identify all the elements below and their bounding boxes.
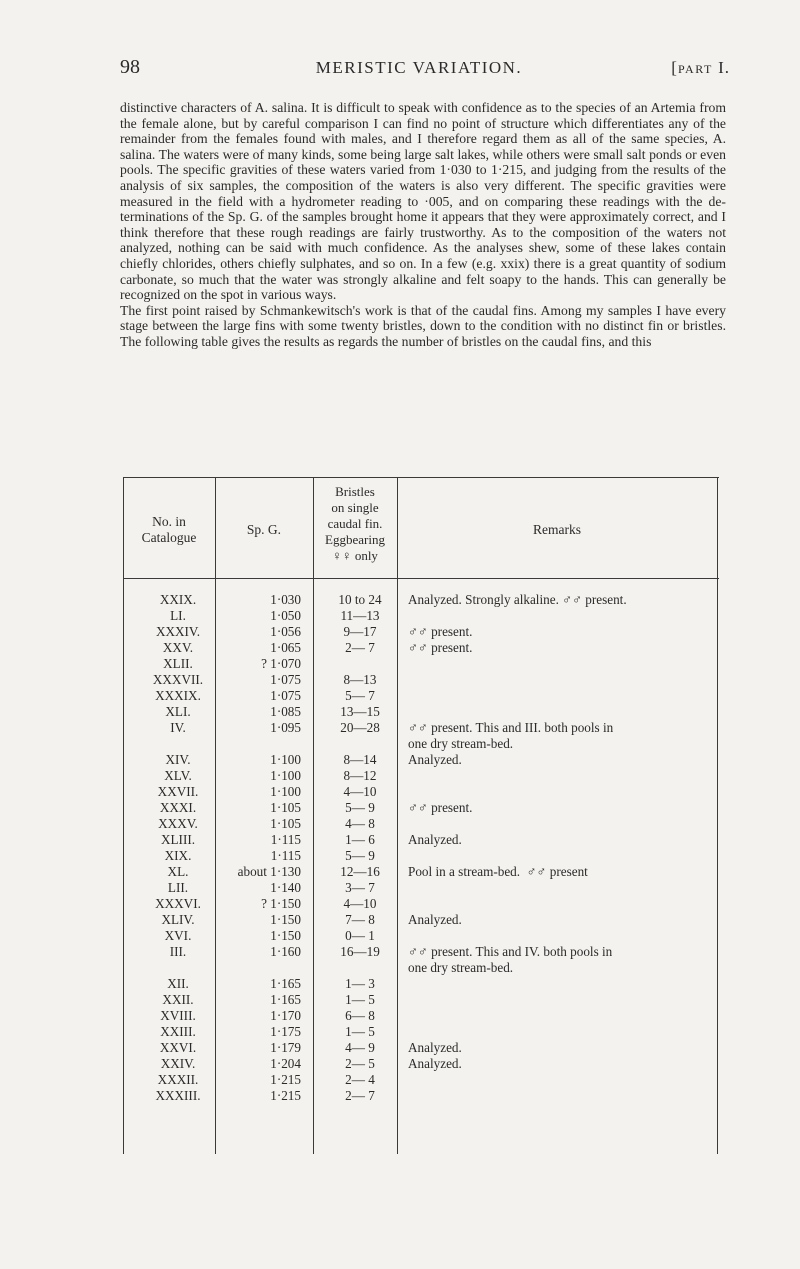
sg-cell: 1·175 — [270, 1024, 301, 1039]
table-row — [123, 928, 719, 944]
catalogue-cell: XXIV. — [160, 1056, 196, 1071]
bristles-cell: 4— 9 — [345, 1040, 375, 1055]
sg-cell: 1·165 — [270, 992, 301, 1007]
bristles-cell: 13—15 — [340, 704, 380, 719]
bristles-cell: 5— 9 — [345, 800, 375, 815]
sg-cell: 1·075 — [270, 672, 301, 687]
remarks-cell: Analyzed. — [408, 832, 462, 847]
bristles-cell: 4— 8 — [345, 816, 375, 831]
bristles-cell: 4—10 — [343, 784, 377, 799]
sg-cell: 1·150 — [270, 912, 301, 927]
table-row — [123, 1072, 719, 1088]
catalogue-cell: XLII. — [163, 656, 193, 671]
remarks-cell: ♂♂ present. This and IV. both pools in one dry stream-bed. — [408, 944, 613, 975]
header-catalogue: No. in Catalogue — [141, 514, 197, 545]
table-row — [123, 832, 719, 848]
catalogue-cell: XXXV. — [158, 816, 198, 831]
table-row — [123, 944, 719, 976]
bristles-cell: 5— 7 — [345, 688, 375, 703]
table-row — [123, 848, 719, 864]
catalogue-cell: XXVII. — [157, 784, 199, 799]
remarks-cell: Analyzed. Strongly alkaline. ♂♂ present. — [408, 592, 627, 607]
page-number: 98 — [120, 56, 140, 78]
table-row — [123, 656, 719, 672]
catalogue-cell: XLIII. — [160, 832, 196, 847]
sg-cell: 1·030 — [270, 592, 301, 607]
table-row — [123, 976, 719, 992]
section-word: PART — [677, 62, 713, 76]
catalogue-cell: XVI. — [164, 928, 192, 943]
catalogue-cell: XVIII. — [160, 1008, 196, 1023]
sg-cell: 1·100 — [270, 768, 301, 783]
bristles-cell: 9—17 — [343, 624, 377, 639]
catalogue-cell: XXII. — [162, 992, 194, 1007]
catalogue-cell: XXXI. — [159, 800, 197, 815]
remarks-cell: Analyzed. — [408, 752, 462, 767]
catalogue-cell: XXXIII. — [155, 1088, 201, 1103]
bristles-cell: 2— 4 — [345, 1072, 375, 1087]
bristles-cell: 7— 8 — [345, 912, 375, 927]
sg-cell: 1·165 — [270, 976, 301, 991]
sg-cell: 1·095 — [270, 720, 301, 735]
bristles-cell: 10 to 24 — [338, 592, 382, 607]
catalogue-cell: XL. — [167, 864, 189, 879]
bristles-cell: 12—16 — [340, 864, 380, 879]
table-row — [123, 752, 719, 768]
table-row — [123, 720, 719, 752]
sg-cell: 1·115 — [270, 848, 301, 863]
paragraph-2: The first point raised by Schmankewitsch's work is that of the caudal fins. Among my samples I have every stage between the large fins with some twenty bristles, down to the condition with no distinct fin or bristles. The following table gives the results as regards the number of bristles on the caudal fins, and this — [120, 302, 726, 349]
header-remarks: Remarks — [533, 522, 581, 537]
catalogue-cell: XII. — [167, 976, 189, 991]
paragraph-1: distinctive characters of A. salina. It is difficult to speak with confidence as to the species of an Artemia from the female alone, but by careful comparison I can find no point of structure which differentiates any of the remainder from the females found with males, and I therefore regard them as all of the same species, A. salina. The waters were of many kinds, some being large salt lakes, while others were small salt ponds or even pools. The specific gravities of these waters varied from 1·030 to 1·215, and judging from the results of the analysis of six samples, the composition of the waters is also very different. The specific gravities were measured in the field with a hydrometer reading to ·005, and on comparing these readings with the de-terminations of the Sp. G. of the samples brought home it appears that they were approximately correct, and I think therefore that these rough readings are fairly trustworthy. As to the composition of the waters not analyzed, nothing can be said with much confidence. As the analyses shew, some of these lakes contain chiefly chlorides, others chiefly sulphates, and so on. In a few (e.g. xxix) there is a great quantity of sodium carbonate, so much that the water was strongly alkaline and felt soapy to the hands. This can generally be recognized on the spot in various ways. — [120, 100, 726, 303]
catalogue-cell: XXIX. — [159, 592, 197, 607]
section-open-bracket: [ — [671, 58, 678, 77]
catalogue-cell: XXXIV. — [155, 624, 201, 639]
bristles-cell: 20—28 — [340, 720, 380, 735]
bristles-cell: 8—12 — [343, 768, 377, 783]
remarks-cell: ♂♂ present. — [408, 640, 473, 655]
remarks-cell: Analyzed. — [408, 1056, 462, 1071]
sg-cell: 1·056 — [270, 624, 301, 639]
bristles-cell: 1— 5 — [345, 992, 375, 1007]
header-bristles: Bristles on single caudal fin. Eggbearing ♀♀ only — [325, 484, 385, 563]
bristles-cell: 1— 3 — [345, 976, 375, 991]
bristles-cell: 2— 7 — [345, 1088, 375, 1103]
table-row — [123, 800, 719, 816]
bristles-cell: 8—13 — [343, 672, 377, 687]
table-row — [123, 880, 719, 896]
sg-cell: 1·215 — [270, 1088, 301, 1103]
table-row — [123, 1008, 719, 1024]
catalogue-cell: XIX. — [164, 848, 192, 863]
remarks-cell: Analyzed. — [408, 1040, 462, 1055]
table-row — [123, 1040, 719, 1056]
table-row — [123, 624, 719, 640]
sg-cell: ? 1·070 — [261, 656, 301, 671]
bristles-cell: 16—19 — [340, 944, 380, 959]
header-sg: Sp. G. — [246, 522, 282, 537]
bristles-cell: 6— 8 — [345, 1008, 375, 1023]
sg-cell: 1·150 — [270, 928, 301, 943]
table-row — [123, 640, 719, 656]
bristles-cell: 1— 5 — [345, 1024, 375, 1039]
table-row — [123, 608, 719, 624]
table-row — [123, 688, 719, 704]
sg-cell: 1·105 — [270, 800, 301, 815]
bristles-cell: 1— 6 — [345, 832, 375, 847]
page-header — [108, 56, 730, 82]
table-row — [123, 992, 719, 1008]
sg-cell: 1·085 — [270, 704, 301, 719]
table-row — [123, 592, 719, 608]
bristles-table — [123, 477, 719, 1154]
table-row — [123, 1088, 719, 1104]
bristles-cell: 4—10 — [343, 896, 377, 911]
bristles-cell: 3— 7 — [345, 880, 375, 895]
catalogue-cell: XLIV. — [161, 912, 195, 927]
catalogue-cell: XXIII. — [160, 1024, 196, 1039]
sg-cell: 1·204 — [270, 1056, 301, 1071]
catalogue-cell: XIV. — [165, 752, 191, 767]
sg-cell: about 1·130 — [237, 864, 301, 879]
table-row — [123, 768, 719, 784]
sg-cell: 1·115 — [270, 832, 301, 847]
catalogue-cell: XLV. — [164, 768, 192, 783]
sg-cell: 1·100 — [270, 784, 301, 799]
sg-cell: 1·105 — [270, 816, 301, 831]
sg-cell: 1·160 — [270, 944, 301, 959]
catalogue-cell: LII. — [167, 880, 189, 895]
sg-cell: 1·065 — [270, 640, 301, 655]
catalogue-cell: XXXIX. — [155, 688, 201, 703]
catalogue-cell: XLI. — [165, 704, 191, 719]
sg-cell: 1·100 — [270, 752, 301, 767]
catalogue-cell: XXXII. — [157, 1072, 199, 1087]
section-label — [671, 58, 730, 78]
table-row — [123, 816, 719, 832]
table-row — [123, 1056, 719, 1072]
sg-cell: 1·050 — [270, 608, 301, 623]
table-row — [123, 1024, 719, 1040]
table-row — [123, 864, 719, 880]
remarks-cell: ♂♂ present. — [408, 800, 473, 815]
remarks-cell: Analyzed. — [408, 912, 462, 927]
table-row — [123, 912, 719, 928]
table-row — [123, 672, 719, 688]
bristles-cell: 8—14 — [343, 752, 377, 767]
catalogue-cell: XXXVII. — [152, 672, 204, 687]
bristles-cell: 2— 7 — [345, 640, 375, 655]
sg-cell: 1·170 — [270, 1008, 301, 1023]
table-body — [123, 592, 719, 1104]
catalogue-cell: LI. — [170, 608, 186, 623]
bristles-cell: 2— 5 — [345, 1056, 375, 1071]
bristles-cell: 5— 9 — [345, 848, 375, 863]
remarks-cell: Pool in a stream-bed. ♂♂ present — [408, 864, 588, 879]
catalogue-cell: XXVI. — [159, 1040, 197, 1055]
sg-cell: 1·215 — [270, 1072, 301, 1087]
remarks-cell: ♂♂ present. — [408, 624, 473, 639]
section-number: I. — [718, 58, 730, 77]
catalogue-cell: IV. — [170, 720, 186, 735]
catalogue-cell: XXXVI. — [155, 896, 201, 911]
catalogue-cell: III. — [169, 944, 187, 959]
bristles-cell: 11—13 — [340, 608, 380, 623]
sg-cell: ? 1·150 — [261, 896, 301, 911]
catalogue-cell: XXV. — [162, 640, 194, 655]
table-row — [123, 704, 719, 720]
sg-cell: 1·140 — [270, 880, 301, 895]
table-row — [123, 784, 719, 800]
remarks-cell: ♂♂ present. This and III. both pools in one dry stream-bed. — [408, 720, 614, 751]
running-title: MERISTIC VARIATION. — [315, 58, 523, 77]
sg-cell: 1·179 — [270, 1040, 301, 1055]
body-text — [120, 100, 726, 350]
sg-cell: 1·075 — [270, 688, 301, 703]
bristles-cell: 0— 1 — [345, 928, 375, 943]
table-header-rule — [123, 578, 719, 579]
table-row — [123, 896, 719, 912]
